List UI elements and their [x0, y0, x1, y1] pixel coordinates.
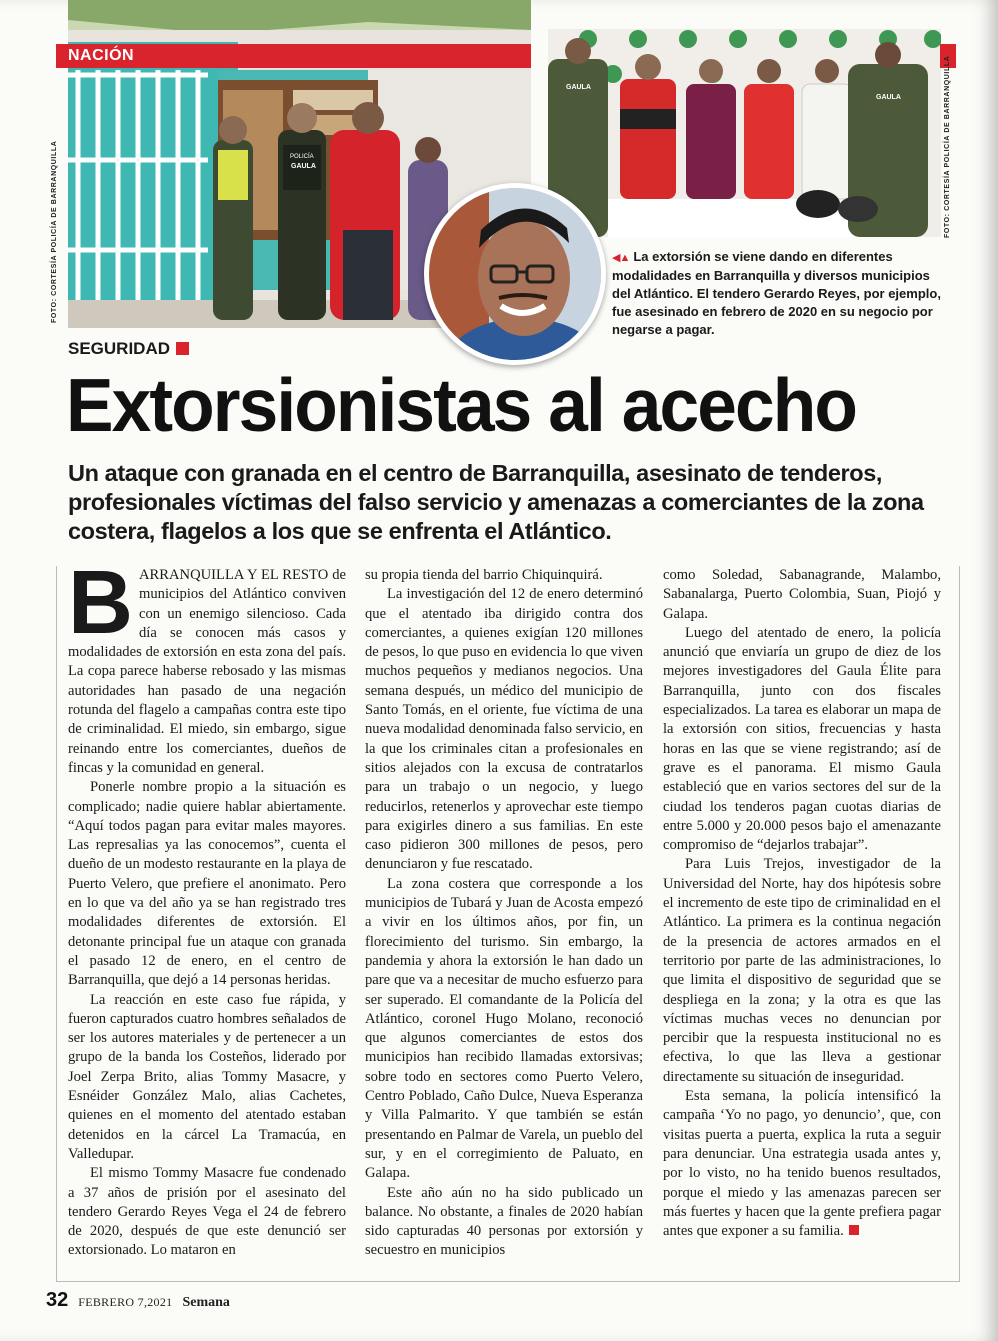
- article-paragraph: La investigación del 12 de enero determinó que el atentado iba dirigido contra dos comerciantes, a quienes exigían 120 millones de pesos, lo que puso en evidencia lo que viven muchos pequeños y medianos negocios. Una semana después, un médico del municipio de Santo Tomás, en el oriente, fue víctima de una nueva modalidad denominada falso servicio, en la que los criminales citan a profesionales en sitios alejados con la excusa de contratarlos para un trabajo o un negocio, y luego reducirlos, retenerlos y aprovechar este tiempo para exigirles dinero a sus familias. En este caso pidieron 300 millones de pesos, pero denunciaron y fue rescatado.: [365, 586, 644, 873]
- end-mark-icon: [849, 1225, 859, 1235]
- photo-credit-right: FOTO: CORTESÍA POLICÍA DE BARRANQUILLA: [944, 55, 951, 238]
- article-paragraph: Ponerle nombre propio a la situación es complicado; nadie quiere hablar abiertamente. “Aquí todos pagan para evitar males mayores. Las represalias ya las conocemos”, cuenta el dueño de un modesto restaurante en la playa de Puerto Velero, que prefiere el anonimato. Pero en lo que va del año ya se han registrado tres modalidades diferentes de extorsión. El detonante principal fue un ataque con granada el pasado 12 de enero, en el centro de Barranquilla, que dejó a 14 personas heridas.: [68, 779, 346, 989]
- vest-label-left: GAULA: [566, 84, 591, 91]
- kicker: [68, 339, 189, 359]
- magazine-brand: Semana: [182, 1295, 230, 1310]
- portrait-gerardo-reyes: [424, 183, 606, 365]
- article-paragraph: Luego del atentado de enero, la policía anunció que enviaría un grupo de diez de los mejores investigadores del Gaula Élite para Barranquilla, junto con dos fiscales especializados. La tarea es elaborar un mapa de la extorsión con sitios, frecuencias y hasta horas en las que se viene registrando; así de grave es el panorama. El mismo Gaula estableció que en varios sectores del sur de la ciudad los tenderos pagan cuotas diarias de entre 5.000 y 20.000 pesos bajo el amenazante compromiso de “dejarlos trabajar”.: [663, 624, 941, 854]
- photo-captured-suspects: [548, 29, 941, 237]
- article-paragraph: Este año aún no ha sido publicado un balance. No obstante, a finales de 2020 habían sido capturadas 40 personas por extorsión y secuestro en municipios: [365, 1184, 643, 1259]
- article-column-3: [663, 566, 941, 1241]
- article-paragraph: BARRANQUILLA Y EL RESTO de municipios del Atlántico conviven con un enemigo silencioso. Cada día se conocen más casos y modalidades de extorsión en esta zona del país. La copa parece haberse rebosado y las mismas autoridades han pasado de una negación rotunda del flagelo a campañas contra este tipo de criminalidad. El miedo, sin embargo, sigue reinando entre los comerciantes, dueños de fincas y la comunidad en general.: [68, 553, 346, 776]
- article-column-1: [68, 553, 346, 1261]
- suspects-scene-illustration: [548, 29, 941, 237]
- caption-arrows-icon: ◀▲: [612, 252, 630, 264]
- article-paragraph: La zona costera que corresponde a los municipios de Tubará y Juan de Acosta empezó a vivir en los últimos años, por fin, un florecimiento del turismo. Sin embargo, la pandemia y ahora la extorsión le han dado un pare que va a necesitar de mucho esfuerzo para ser superado. El comandante de la Policía del Atlántico, coronel Hugo Molano, reconoció que algunos comerciantes de estos dos municipios han recibido llamadas extorsivas; sobre todo en sectores como Puerto Velero, Centro Poblado, Caño Dulce, Nueva Esperanza y Villa Palmarito. Y que también se están presentando en Palmar de Varela, un pueblo del sur, y en el corregimiento de Paluato, en Galapa.: [365, 875, 643, 1182]
- caption-text: La extorsión se viene dando en diferentes modalidades en Barranquilla y diversos municipios del Atlántico. El tendero Gerardo Reyes, por ejemplo, fue asesinado en febrero de 2020 en su negocio por negarse a pagar.: [612, 249, 941, 337]
- article-paragraph: La reacción en este caso fue rápida, y fueron capturados cuatro hombres señalados de ser los autores materiales y de pertenecer a un grupo de la banda los Costeños, liderado por Joel Zerpa Brito, alias Tommy Masacre, y Esnéider González Malo, alias Cachetes, quienes en el momento del atentado estaban detenidos en la cárcel La Tramacúa, en Valledupar.: [68, 991, 346, 1162]
- vest-label-right: GAULA: [876, 94, 901, 101]
- drop-cap: B: [68, 553, 133, 653]
- article-paragraph: Para Luis Trejos, investigador de la Universidad del Norte, hay dos hipótesis sobre el incremento de este tipo de criminalidad en el Atlántico. La primera es la continua negación de la presencia de actores armados en el territorio por parte de las administraciones, lo que limita el dispositivo de seguridad que se despliega en la zona; y la otra es que las víctimas muchas veces no denuncian por percibir que la respuesta institucional no es efectiva, lo que las lleva a gestionar directamente su situación de inseguridad.: [663, 856, 941, 1085]
- article-paragraph: Esta semana, la policía intensificó la campaña ‘Yo no pago, yo denuncio’, que, con visitas puerta a puerta, explica la ruta a seguir para denunciar. Una estrategia usada antes y, por lo visto, no ha tenido buenos resultados, porque el miedo y las amenazas parecen ser más fuertes y hacen que la gente prefiera pagar antes que exponer a su familia.: [663, 1088, 941, 1240]
- page-footer: [46, 1289, 446, 1315]
- dek: Un ataque con granada en el centro de Barranquilla, asesinato de tenderos, profesionales víctimas del falso servicio y amenazas a comerciantes de la zona costera, flagelos a los que se enfrenta el Atlántico.: [68, 460, 924, 544]
- photo-credit-left: FOTO: CORTESÍA POLICÍA DE BARRANQUILLA: [51, 140, 58, 323]
- vest-label-policia: POLICÍA: [290, 154, 314, 160]
- kicker-label: SEGURIDAD: [68, 339, 171, 358]
- issue-date: FEBRERO 7,2021: [78, 1295, 173, 1309]
- section-tag: NACIÓN: [56, 44, 531, 68]
- article-body: [68, 553, 942, 1271]
- portrait-illustration: [429, 188, 601, 360]
- article-paragraph: su propia tienda del barrio Chiquinquirá.: [365, 567, 603, 583]
- article-paragraph: El mismo Tommy Masacre fue condenado a 37 años de prisión por el asesinato del tendero Gerardo Reyes Vega el 24 de febrero de 2020, después de que este denunció ser extorsionado. Lo mataron en: [68, 1165, 346, 1259]
- kicker-square-icon: [176, 342, 189, 355]
- vest-label-gaula: GAULA: [291, 163, 316, 170]
- article-column-2: [365, 566, 643, 1261]
- headline: Extorsionistas al acecho: [66, 363, 856, 447]
- article-paragraph: como Soledad, Sabanagrande, Malambo, Sabanalarga, Puerto Colombia, Suan, Piojó y Galapa.: [663, 567, 941, 622]
- photo-caption: [612, 248, 942, 339]
- page-number: 32: [46, 1289, 69, 1311]
